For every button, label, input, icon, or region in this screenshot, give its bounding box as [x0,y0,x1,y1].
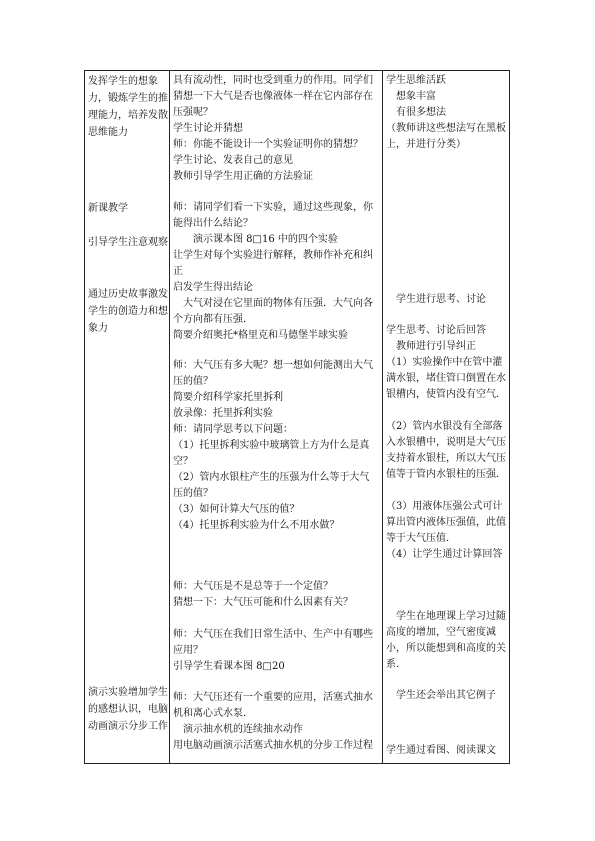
student-text: （4）让学生通过计算回答 [386,549,503,560]
activity-text: 师：请同学们看一下实验，通过这些现象，你能得出什么结论？ [173,202,373,229]
student-text: 学生进行思考、讨论 [386,294,486,305]
intent-text: 通过历史故事激发学生的创造力和想象力 [88,289,168,334]
activity-text: 启发学生得出结论 [173,282,253,293]
activity-text: 简要介绍奥托*格里克和马德堡半球实验 [173,330,348,341]
activity-text: （2）管内水银柱产生的压强为什么等于大气压的值？ [173,472,370,499]
activity-text: （3）如何计算大气压的值？ [173,504,300,515]
intent-text: 演示实验增加学生的感想认识，电脑动画演示分步工作 [88,687,168,732]
activity-text: （4）托里拆利实验为什么不用水做？ [173,520,340,531]
activity-text: 师：大气压还有一个重要的应用，活塞式抽水机和离心式水泵． [173,692,373,719]
student-text: （1）实验操作中在管中灌满水银，堵住管口倒置在水银槽内，使管内没有空气． [386,357,506,400]
student-text: 学生思维活跃 [386,75,446,86]
student-text: 想象丰富 [386,91,436,102]
student-text: 教师进行引导纠正 [386,341,476,352]
activity-text: 简要介绍科学家托里拆利 [173,392,283,403]
activity-text: 师：大气压是不是总等于一个定值？ [173,581,333,592]
student-text: （教师讲这些想法写在黑板上，并进行分类） [386,123,506,150]
activity-text: 师：大气压在我们日常生活中、生产中有哪些应用？ [173,629,373,656]
activity-text: 大气对浸在它里面的物体有压强．大气向各个方向都有压强． [173,298,373,325]
activity-text: 演示抽水机的连续抽水动作 [173,724,303,735]
student-text: 学生思考、讨论后回答 [386,325,486,336]
lesson-plan-table [84,70,510,764]
student-text: 学生在地理课上学习过随高度的增加，空气密度减小，所以能想到和高度的关系． [386,611,506,670]
intent-text: 发挥学生的想象力，锻炼学生的推理能力，培养发散思维能力 [88,76,168,138]
activity-text: 教师引导学生用正确的方法验证 [173,171,313,182]
activity-text: 引导学生看课本图 8□20 [173,661,285,672]
teacher-activity-column [173,71,378,763]
intent-text: 引导学生注意观察 [88,237,168,248]
activity-text: 师：你能不能设计一个实验证明你的猜想？ [173,139,363,150]
student-text: 有很多想法 [386,107,446,118]
activity-text: 师：请同学思考以下问题： [173,424,293,435]
activity-text: 用电脑动画演示活塞式抽水机的分步工作过程 [173,740,373,751]
activity-text: 演示课本图 8□16 中的四个实验 [173,234,338,245]
activity-text: 师：大气压有多大呢？想一想如何能测出大气压的值？ [173,360,373,387]
activity-text: 猜想一下：大气压可能和什么因素有关？ [173,597,353,608]
student-text: （3）用液体压强公式可计算出管内液体压强值，此值等于大气压值． [386,501,506,544]
activity-text: 学生讨论、发表自己的意见 [173,155,293,166]
column-divider [169,71,170,763]
student-text: 学生还会举出其它例子 [386,690,496,701]
design-intent-column [88,71,168,763]
intent-text: 新课教学 [88,203,128,214]
activity-text: 学生讨论并猜想 [173,123,243,134]
activity-text: 让学生对每个实验进行解释，教师作补充和纠正 [173,250,373,277]
column-divider [382,71,383,763]
activity-text: （1）托里拆利实验中玻璃管上方为什么是真空？ [173,440,370,467]
activity-text: 放录像：托里拆利实验 [173,408,273,419]
student-text: （2）管内水银没有全部落入水银槽中，说明是大气压支持着水银柱，所以大气压值等于管内水银柱的压强． [386,421,506,480]
student-text: 学生通过看图、阅读课文 [386,745,496,756]
student-activity-column [386,71,506,763]
activity-text: 具有流动性，同时也受到重力的作用。同学们猜想一下大气是否也像液体一样在它内部存在压强呢？ [173,75,373,118]
